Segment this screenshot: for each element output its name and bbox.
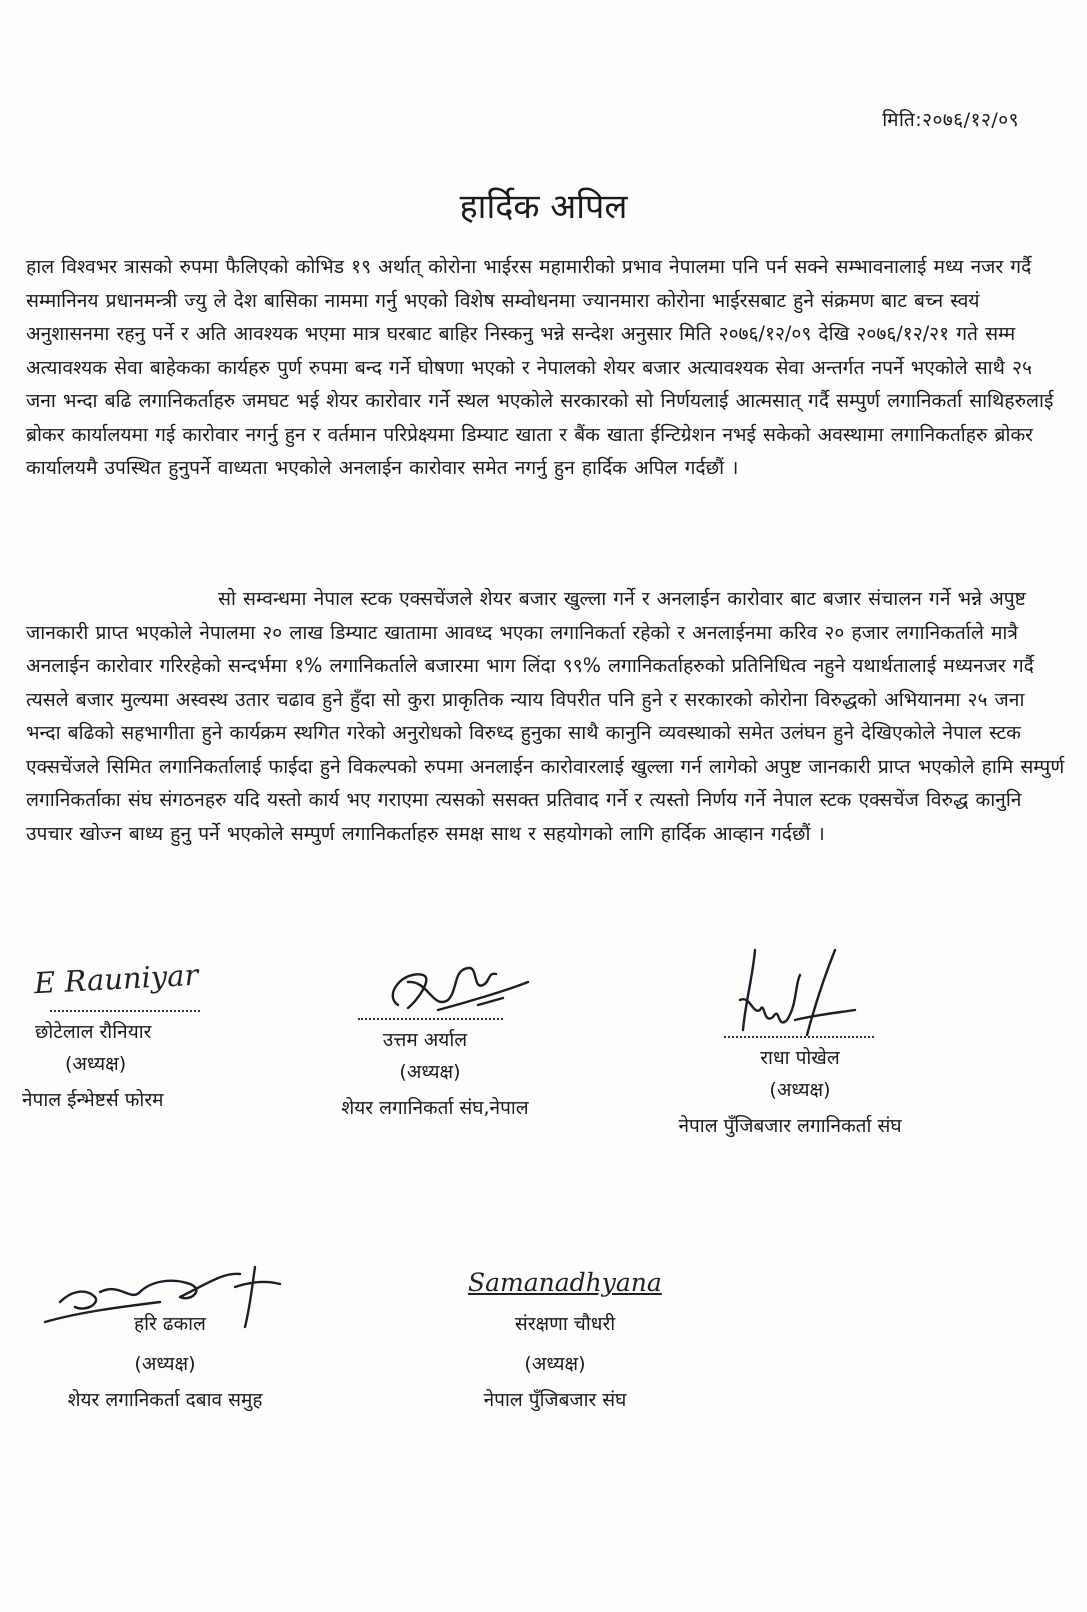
signatory-org: शेयर लगानिकर्ता दबाव समुह [67,1389,263,1411]
signatory-role: (अध्यक्ष) [399,1061,461,1083]
letter-title: हार्दिक अपिल [459,187,628,227]
signatory-name: राधा पोखेल [760,1047,840,1069]
signatory-4 [20,1310,310,1412]
letter-date: मिति:२०७६/१२/०९ [882,109,1019,131]
signatory-role: (अध्यक्ष) [769,1079,831,1101]
signatory-role: (अध्यक्ष) [134,1353,196,1375]
signatory-name: हरि ढकाल [134,1313,206,1335]
signature-line [50,1010,200,1012]
signatory-5 [430,1310,680,1412]
signature-line [724,1036,874,1038]
signatory-3 [650,1036,930,1138]
signature-line [358,1018,503,1020]
signatory-1 [20,1010,200,1112]
signature-3-image [725,945,875,1045]
signature-5-handwriting: Samanadhyana [468,1268,662,1297]
signatory-name: उत्तम अर्याल [382,1029,468,1051]
signatory-org: नेपाल ईन्भेष्टर्स फोरम [22,1089,164,1111]
signatory-role: (अध्यक्ष) [65,1053,127,1075]
body-paragraph-1: हाल विश्वभर त्रासको रुपमा फैलिएको कोभिड १९ अर्थात् कोरोना भाईरस महामारीको प्रभाव नेपालमा पनि पर्न सक्ने सम्भावनालाई मध्य नजर गर्दै सम्मानिनय प्रधानमन्त्री ज्यु ले देश बासिका नाममा गर्नु भएको विशेष सम्वोधनमा ज्यानमारा कोरोना भाईरसबाट हुने संक्रमण बाट बच्न स्वयं अनुशासनमा रहनु पर्ने र अति आवश्यक भएमा मात्र घरबाट बाहिर निस्कनु भन्ने सन्देश अनुसार मिति २०७६/१२/०९ देखि २०७६/१२/२१ गते सम्म अत्यावश्यक सेवा बाहेकका कार्यहरु पुर्ण रुपमा बन्द गर्ने घोषणा भएको र नेपालको शेयर बजार अत्यावश्यक सेवा अन्तर्गत नपर्ने भएकोले साथै २५ जना भन्दा बढि लगानिकर्ताहरु जमघट भई शेयर कारोवार गर्ने स्थल भएकोले सरकारको सो निर्णयलाई आत्मसात् गर्दै सम्पुर्ण लगानिकर्ता साथिहरुलाई ब्रोकर कार्यालयमा गई कारोवार नगर्नु हुन र वर्तमान परिप्रेक्ष्यमा डिम्याट खाता र बैंक खाता ईन्टिग्रेशन नभई सकेको अवस्थामा लगानिकर्ताहरु ब्रोकर कार्यालयमै उपस्थित हुनुपर्ने वाध्यता भएकोले अनलाईन कारोवार समेत नगर्नु हुन हार्दिक अपिल गर्दछौं । [26,255,1054,479]
signature-1-handwriting: E Rauniyar [33,957,200,1001]
signatory-name: छोटेलाल रौनियार [35,1021,152,1043]
signatory-org: शेयर लगानिकर्ता संघ,नेपाल [341,1097,529,1119]
signatory-2 [320,1018,550,1120]
signatory-org: नेपाल पुँजिबजार लगानिकर्ता संघ [678,1115,902,1137]
signatory-name: संरक्षणा चौधरी [514,1313,616,1335]
body-paragraph-2: सो सम्वन्धमा नेपाल स्टक एक्सचेंजले शेयर बजार खुल्ला गर्ने र अनलाईन कारोवार बाट बजार संचालन गर्ने भन्ने अपुष्ट जानकारी प्राप्त भएकोले नेपालमा २० लाख डिम्याट खातामा आवध्द भएका लगानिकर्ता रहेको र अनलाईनमा करिव २० हजार लगानिकर्ताले मात्रै अनलाईन कारोवार गरिरहेको सन्दर्भमा १% लगानिकर्ताले बजारमा भाग लिंदा ९९% लगानिकर्ताहरुको प्रतिनिधित्व नहुने यथार्थतालाई मध्यनजर गर्दै त्यसले बजार मुल्यमा अस्वस्थ उतार चढाव हुने हुँदा सो कुरा प्राकृतिक न्याय विपरीत पनि हुने र सरकारको कोरोना विरुद्धको अभियानमा २५ जना भन्दा बढिको सहभागीता हुने कार्यक्रम स्थगित गरेको अनुरोधको विरुध्द हुनुका साथै कानुनि व्यवस्थाको समेत उलंघन हुने देखिएकोले नेपाल स्टक एक्सचेंजले सिमित लगानिकर्तालाई फाईदा हुने विकल्पको रुपमा अनलाईन कारोवारलाई खुल्ला गर्न लागेको अपुष्ट जानकारी प्राप्त भएकोले हामि सम्पुर्ण लगानिकर्ताका संघ संगठनहरु यदि यस्तो कार्य भए गराएमा त्यसको ससक्त प्रतिवाद गर्ने र त्यस्तो निर्णय गर्ने नेपाल स्टक एक्सचेंज विरुद्ध कानुनि उपचार खोज्न बाध्य हुनु पर्ने भएकोले सम्पुर्ण लगानिकर्ताहरु समक्ष साथ र सहयोगको लागि हार्दिक आव्हान गर्दछौं । [26,587,1065,845]
signatory-org: नेपाल पुँजिबजार संघ [483,1389,627,1411]
signatory-role: (अध्यक्ष) [524,1353,586,1375]
